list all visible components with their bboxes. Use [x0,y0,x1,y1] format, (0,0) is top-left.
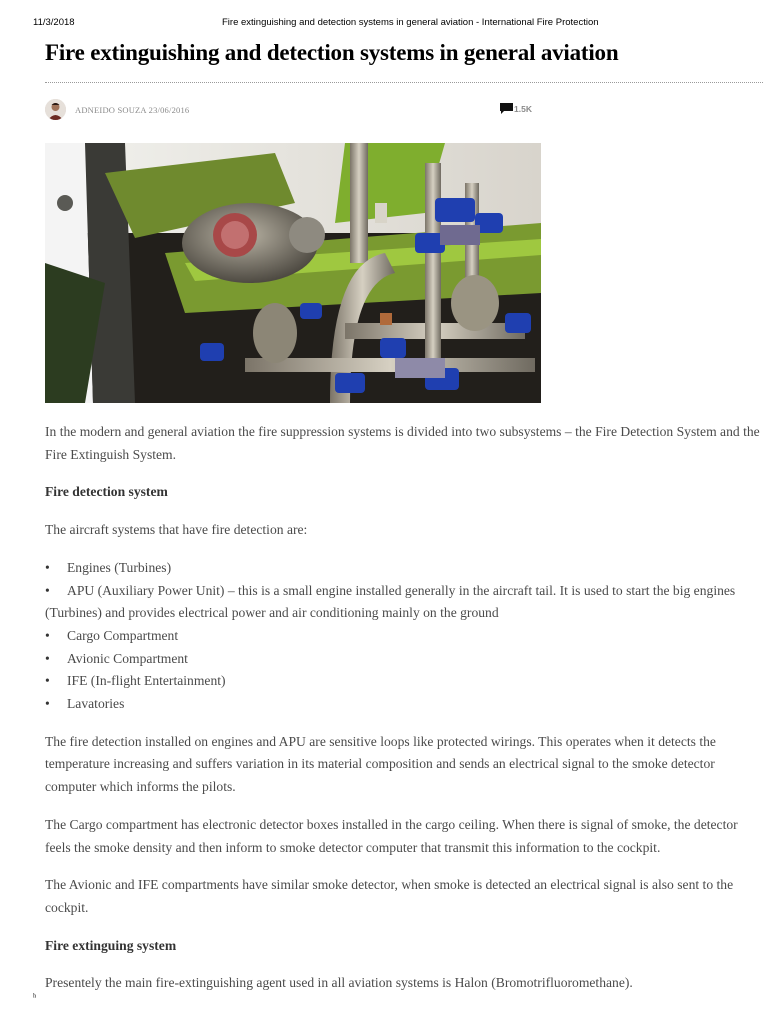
article-body [45,421,765,1010]
list-item: • APU (Auxiliary Power Unit) – this is a small engine installed generally in the aircraft tail. It is used to start the big engines (Turbines) and provides electrical power and air conditioning mainly on the ground [45,580,765,625]
list-item: • Lavatories [45,693,765,716]
print-document-title: Fire extinguishing and detection systems in general aviation - International Fire Protection [222,17,599,28]
page-marker: ʰ [33,992,37,1003]
article-title: Fire extinguishing and detection systems in general aviation [45,40,619,65]
author-line [75,105,189,115]
list-item: • Cargo Compartment [45,625,765,648]
article-meta [45,98,545,122]
author-name[interactable]: ADNEIDO SOUZA [75,105,147,115]
list-item: • Avionic Compartment [45,648,765,671]
bullet-icon: • [45,696,50,712]
bullet-icon: • [45,673,50,689]
detection-list [45,557,765,716]
article-hero-image [45,143,541,403]
publish-date: 23/06/2016 [148,105,190,115]
bullet-icon: • [45,650,50,666]
comment-bubble-icon [500,103,513,116]
comments-link[interactable] [500,103,532,116]
bullet-icon: • [45,559,50,575]
avionic-paragraph: The Avionic and IFE compartments have similar smoke detector, when smoke is detected an electrical signal is also sent to the cockpit. [45,877,734,915]
list-item: • Engines (Turbines) [45,557,765,580]
print-date: 11/3/2018 [33,17,75,28]
engines-paragraph: The fire detection installed on engines and APU are sensitive loops like protected wirings. This operates when it detects the temperature increasing and suffers variation in its material composition and sends an electrical signal to the smoke detector computer which informs the pilots. [45,733,716,795]
comments-count: 1.5K [514,103,532,114]
fire-extinguishing-heading: Fire extinguing system [45,937,177,953]
cargo-paragraph: The Cargo compartment has electronic detector boxes installed in the cargo ceiling. When there is signal of smoke, the detector feels the smoke density and then inform to smoke detector computer that transmit this information to the cockpit. [45,816,738,855]
fire-detection-heading: Fire detection system [45,484,168,500]
bullet-icon: • [45,627,50,643]
detection-lead-paragraph: The aircraft systems that have fire detection are: [45,522,308,538]
title-divider [45,82,763,83]
author-avatar[interactable] [45,99,66,120]
intro-paragraph: In the modern and general aviation the fire suppression systems is divided into two subsystems – the Fire Detection System and the Fire Extinguish System. [45,424,760,462]
bullet-icon: • [45,582,50,598]
list-item: • IFE (In-flight Entertainment) [45,670,765,693]
halon-paragraph: Presentely the main fire-extinguishing agent used in all aviation systems is Halon (Bromotrifluoromethane). [45,975,633,991]
